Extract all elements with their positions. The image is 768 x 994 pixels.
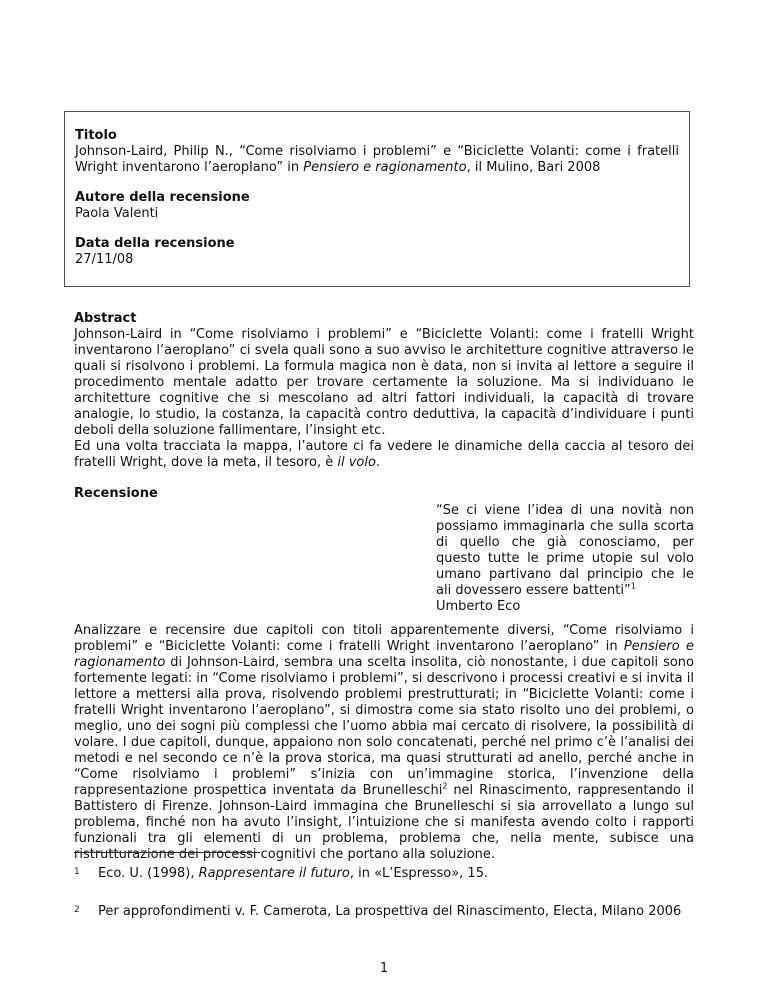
autore-value: Paola Valenti	[75, 206, 159, 221]
titolo-text: Johnson-Laird, Philip N., “Come risolviamo i problemi” e “Biciclette Volanti: come i fratelli Wright inventarono l’aeroplano” in Pensiero e ragionamento, il Mulino, Bari 2008	[75, 144, 679, 175]
abstract-paragraph-2: Ed una volta tracciata la mappa, l’autore ci fa vedere le dinamiche della caccia al tesoro dei fratelli Wright, dove la meta, il tesoro, è il volo.	[74, 439, 694, 470]
info-box	[64, 111, 690, 287]
quote-text: “Se ci viene l’idea di una novità non possiamo immaginarla che sulla scorta di quello che già conosciamo, per questo tutte le prime utopie sul volo umano partivano dal principio che le ali dovessero essere battenti”$^1$	[436, 503, 694, 598]
page-number: 1	[379, 961, 389, 976]
footnote-2: 2 Per approfondimenti v. F. Camerota, La prospettiva del Rinascimento, Electa, Milano 2006	[74, 904, 682, 919]
abstract-paragraph-1: Johnson-Laird in “Come risolviamo i problemi” e “Biciclette Volanti: come i fratelli Wright inventarono l’aeroplano” ci svela quali sono a suo avviso le architetture cognitive attraverso le quali si risolvono i problemi. La formula magica non è data, non si invita al lettore a seguire il procedimento mentale adatto per trovare certamente la soluzione. Ma si individuano le architetture cognitive che si mescolano ad altri fattori individuali, la capacità di trovare analogie, lo studio, la costanza, la capacità contro deduttiva, la capacità d’individuare i punti deboli della soluzione fallimentare, l’insight etc.	[74, 327, 694, 438]
recensione-body: Analizzare e recensire due capitoli con titoli apparentemente diversi, “Come risolviamo i problemi” e “Biciclette Volanti: come i fratelli Wright inventarono l’aeroplano” in Pensiero e ragionamento di Johnson-Laird, sembra una scelta insolita, ciò nonostante, i due capitoli sono fortemente legati: in “Come risolviamo i problemi”, si descrivono i processi creativi e si invita il lettore a mettersi alla prova, risolvendo problemi prestrutturati; in “Biciclette Volanti: come i fratelli Wright inventarono l’aeroplano”, si dimostra come sia stato risolto uno dei problemi, o meglio, uno dei sogni più complessi che l’uomo abbia mai cercato di risolvere, la possibilità di volare. I due capitoli, dunque, appaiono non solo concatenati, perché nel primo c’è l’analisi dei metodi e nel secondo ce n’è la prova storica, ma quasi strutturati ad anello, perché anche in “Come risolviamo i problemi” s’inizia con un’immagine storica, l’invenzione della rappresentazione prospettica inventata da Brunelleschi$^2$ nel Rinascimento, rappresentando il Battistero di Firenze. Johnson-Laird immagina che Brunelleschi si sia arrovellato a lungo sul problema, finché non ha avuto l’insight, l’intuizione che si manifesta avendo colto i rapporti funzionali tra gli elementi di un problema, problema che, nella mente, subisce una ristrutturazione dei processi cognitivi che portano alla soluzione.	[74, 623, 694, 862]
titolo-book: Pensiero e ragionamento	[303, 160, 467, 175]
footnote-1: 1 Eco. U. (1998), Rappresentare il futuro, in «L’Espresso», 15.	[74, 866, 489, 881]
footnote-ref-1[interactable]: 1	[630, 581, 636, 591]
recensione-heading: Recensione	[74, 486, 158, 501]
data-value: 27/11/08	[75, 252, 134, 267]
data-label: Data della recensione	[75, 236, 235, 251]
titolo-label: Titolo	[75, 128, 117, 143]
autore-label: Autore della recensione	[75, 190, 250, 205]
epigraph-quote	[436, 503, 694, 615]
abstract-heading: Abstract	[74, 311, 137, 326]
quote-author: Umberto Eco	[436, 599, 521, 614]
footnote-separator	[74, 852, 260, 853]
abstract-section	[74, 311, 694, 471]
footnote-ref-2[interactable]: 2	[442, 781, 448, 791]
